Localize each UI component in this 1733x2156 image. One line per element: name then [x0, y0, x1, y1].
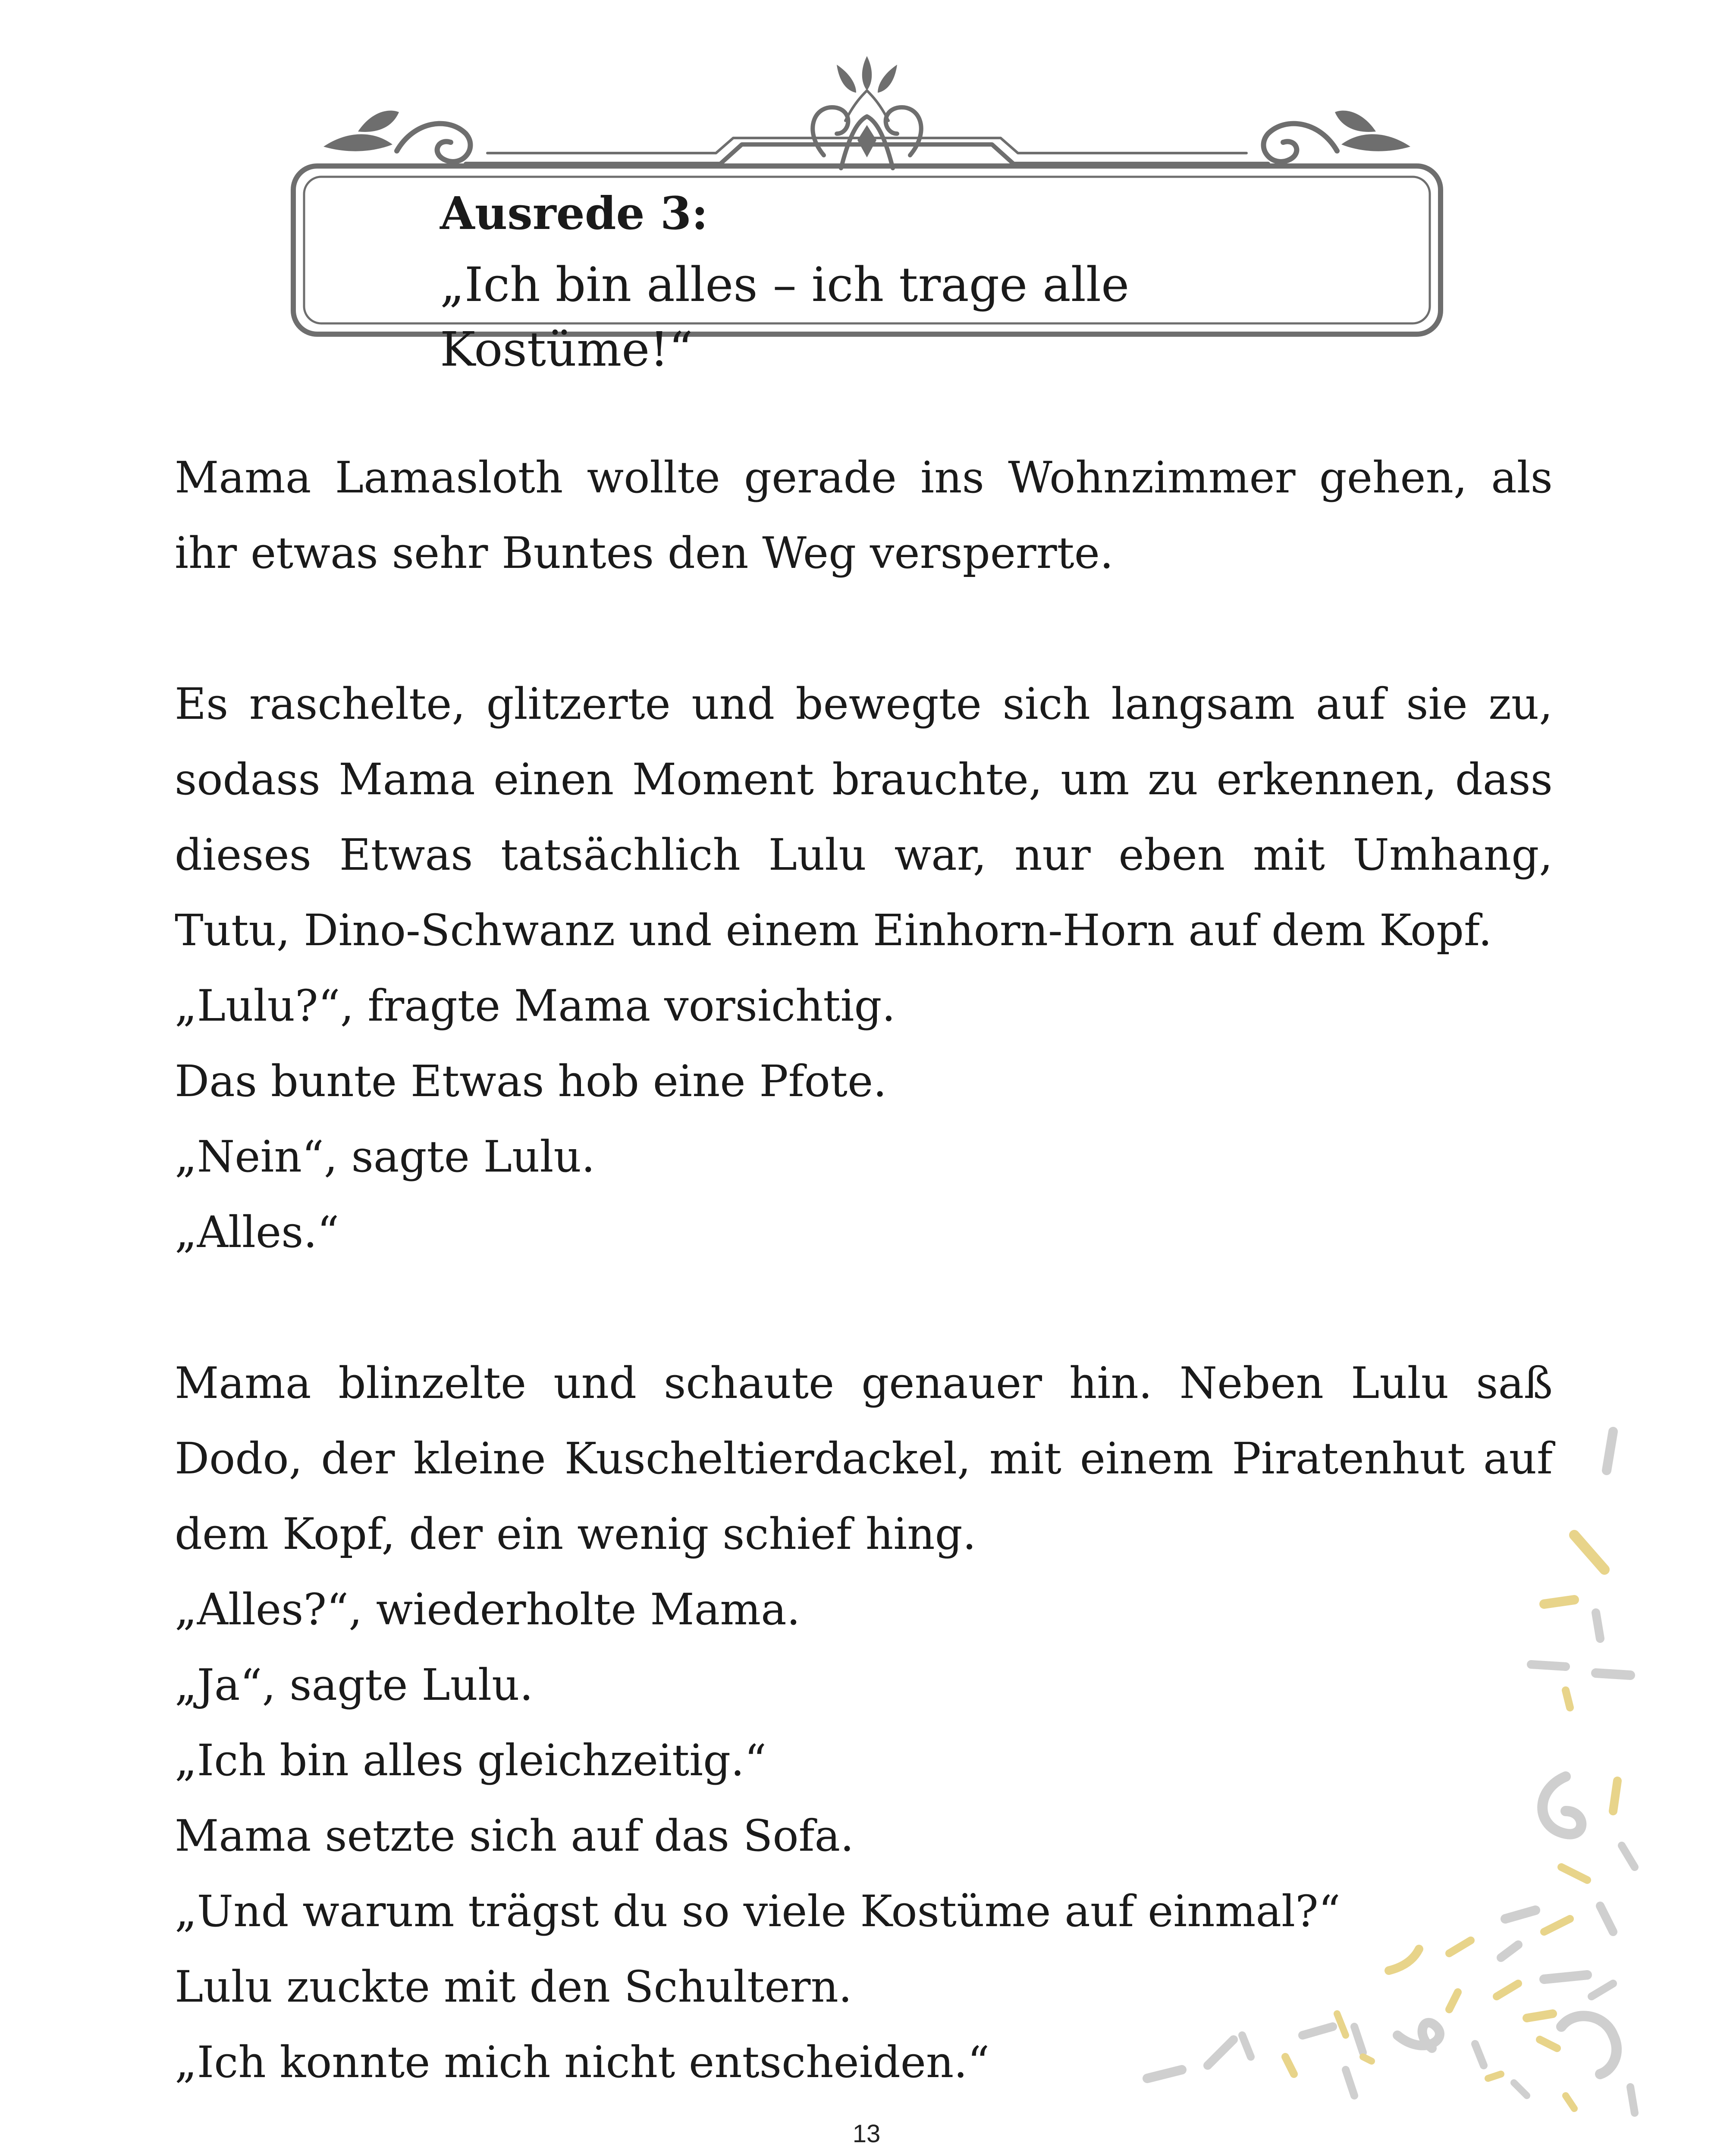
paragraph-line: „Alles?“, wiederholte Mama. — [175, 1584, 801, 1635]
paragraph-line: Das bunte Etwas hob eine Pfote. — [175, 1056, 887, 1106]
paragraph-line: „Ich bin alles gleichzeitig.“ — [175, 1735, 767, 1786]
paragraph-line: „Nein“, sagte Lulu. — [175, 1131, 595, 1182]
paragraph-line: „Alles.“ — [175, 1207, 339, 1257]
chapter-title-quote: „Ich bin alles – ich trage alle Kostüme!“ — [440, 257, 1130, 377]
paragraph-line: Mama Lamasloth wollte gerade ins Wohnzimmer gehen, als ihr etwas sehr Buntes den Weg versperrte. — [175, 452, 1553, 578]
paragraph-line: Es raschelte, glitzerte und bewegte sich langsam auf sie zu, sodass Mama einen Moment brauchte, um zu erkennen, dass dieses Etwas tatsächlich Lulu war, nur eben mit Umhang, Tutu, Dino-Schwanz und einem Einhorn-Horn auf dem Kopf. — [175, 679, 1553, 956]
paragraph-line: Lulu zuckte mit den Schultern. — [175, 1962, 852, 2012]
paragraph-line: Mama blinzelte und schaute genauer hin. Neben Lulu saß Dodo, der kleine Kuscheltierdackel, mit einem Piratenhut auf dem Kopf, der ein wenig schief hing. — [175, 1358, 1553, 1559]
paragraph-line: „Lulu?“, fragte Mama vorsichtig. — [175, 981, 896, 1031]
paragraph-line: Mama setzte sich auf das Sofa. — [175, 1811, 854, 1861]
chapter-label: Ausrede 3: — [440, 187, 708, 240]
paragraph-line: „Ja“, sagte Lulu. — [175, 1660, 534, 1710]
paragraph-line: „Ich konnte mich nicht entscheiden.“ — [175, 2037, 990, 2087]
confetti-decoration-icon — [940, 1423, 1652, 2134]
page-number: 13 — [852, 2120, 881, 2148]
paragraph-line: „Und warum trägst du so viele Kostüme auf einmal?“ — [175, 1886, 1341, 1937]
